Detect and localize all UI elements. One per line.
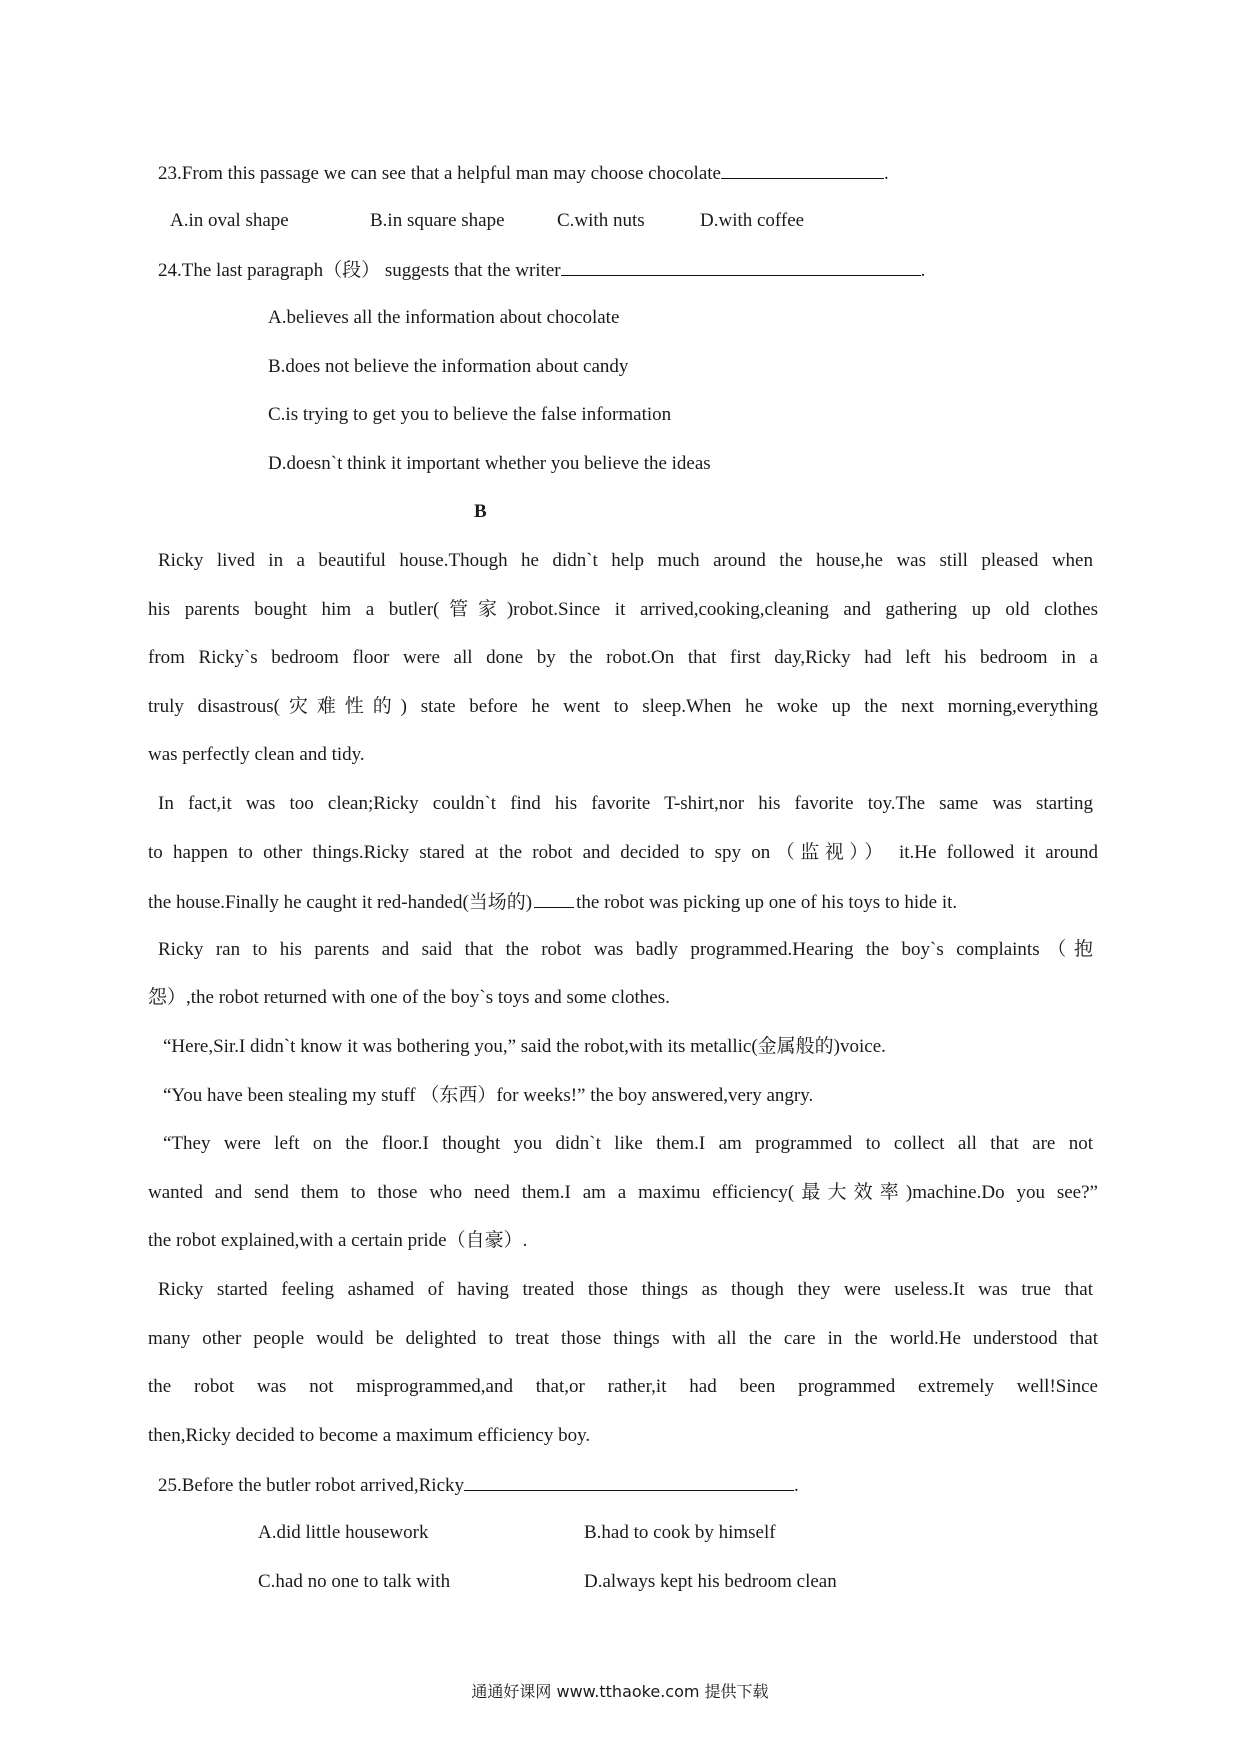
q23-option-a: A.in oval shape (170, 210, 289, 231)
passage-line: his parents bought him a butler(管家)robot.Since it arrived,cooking,cleaning and gathering up old clothes (148, 599, 1098, 620)
question-23-end: . (883, 163, 889, 184)
passage-line: to happen to other things.Ricky stared at the robot and decided to spy on（监视）） it.He followed it around (148, 842, 1098, 863)
answer-blank (534, 889, 574, 908)
question-24-stem: 24.The last paragraph（段） suggests that the writer (158, 260, 561, 281)
passage-line: the robot was not misprogrammed,and that,or rather,it had been programmed extremely well!Since (148, 1376, 1098, 1397)
passage-text: the house.Finally he caught it red-handed(当场的) (148, 892, 533, 913)
passage-line: truly disastrous(灾难性的) state before he went to sleep.When he woke up the next morning,everything (148, 696, 1098, 717)
q25-option-d: D.always kept his bedroom clean (584, 1571, 837, 1592)
passage-line: “They were left on the floor.I thought you didn`t like them.I am programmed to collect all that are not (163, 1133, 1093, 1154)
passage-line: “You have been stealing my stuff （东西）for weeks!” the boy answered,very angry. (163, 1085, 814, 1106)
q24-option-d: D.doesn`t think it important whether you believe the ideas (268, 453, 711, 474)
page-footer: 通通好课网 www.tthaoke.com 提供下载 (471, 1682, 769, 1701)
question-24-end: . (920, 260, 926, 281)
passage-line: Ricky started feeling ashamed of having treated those things as though they were useless.It was true that (158, 1279, 1093, 1300)
answer-blank (464, 1472, 794, 1491)
passage-line: the robot explained,with a certain pride（自豪）. (148, 1230, 528, 1251)
q23-option-b: B.in square shape (370, 210, 505, 231)
passage-text: the robot was picking up one of his toys to hide it. (576, 892, 958, 913)
section-heading: B (474, 501, 487, 522)
answer-blank (561, 257, 921, 276)
q24-option-a: A.believes all the information about chocolate (268, 307, 620, 328)
q24-option-b: B.does not believe the information about candy (268, 356, 629, 377)
passage-line: wanted and send them to those who need them.I am a maximu efficiency(最大效率)machine.Do you see?” (148, 1182, 1098, 1203)
answer-blank (721, 160, 884, 179)
passage-line: “Here,Sir.I didn`t know it was bothering you,” said the robot,with its metallic(金属般的)voice. (163, 1036, 886, 1057)
q25-option-b: B.had to cook by himself (584, 1522, 776, 1543)
q23-option-c: C.with nuts (557, 210, 645, 231)
question-25-end: . (794, 1475, 799, 1496)
q23-option-d: D.with coffee (700, 210, 805, 231)
q24-option-c: C.is trying to get you to believe the false information (268, 404, 672, 425)
q25-option-a: A.did little housework (258, 1522, 429, 1543)
passage-line: from Ricky`s bedroom floor were all done by the robot.On that first day,Ricky had left his bedroom in a (148, 647, 1098, 668)
q25-option-c: C.had no one to talk with (258, 1571, 451, 1592)
passage-line: 怨）,the robot returned with one of the boy`s toys and some clothes. (148, 987, 670, 1008)
question-24 (158, 257, 925, 283)
question-25-stem: 25.Before the butler robot arrived,Ricky (158, 1475, 465, 1496)
passage-line (148, 889, 957, 915)
question-23-stem: 23.From this passage we can see that a helpful man may choose chocolate (158, 163, 721, 184)
question-23 (158, 160, 889, 186)
passage-line: then,Ricky decided to become a maximum efficiency boy. (148, 1425, 591, 1446)
question-25 (158, 1472, 799, 1498)
passage-line: In fact,it was too clean;Ricky couldn`t find his favorite T-shirt,nor his favorite toy.The same was starting (158, 793, 1093, 814)
passage-line: many other people would be delighted to treat those things with all the care in the world.He understood that (148, 1328, 1098, 1349)
passage-line: Ricky lived in a beautiful house.Though he didn`t help much around the house,he was still pleased when (158, 550, 1093, 571)
passage-line: Ricky ran to his parents and said that the robot was badly programmed.Hearing the boy`s complaints（抱 (158, 939, 1093, 960)
passage-line: was perfectly clean and tidy. (148, 744, 365, 765)
